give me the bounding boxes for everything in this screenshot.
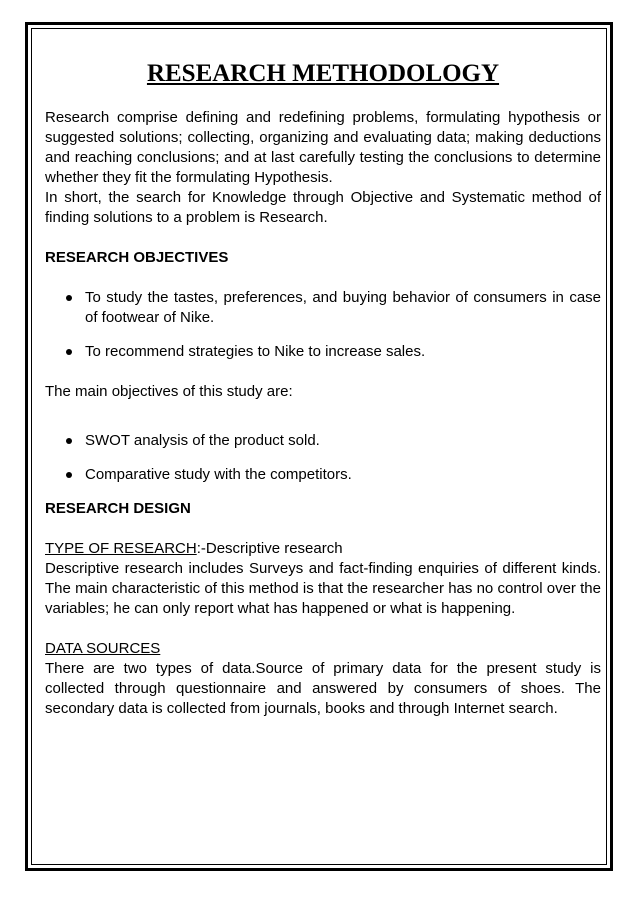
intro-summary-paragraph: In short, the search for Knowledge through Objective and Systematic method of finding solutions to a problem is Research.: [45, 189, 601, 226]
data-sources-line: [45, 639, 601, 659]
list-item: [45, 288, 601, 328]
design-heading: RESEARCH DESIGN: [45, 500, 191, 517]
data-sources-paragraph: There are two types of data.Source of primary data for the present study is collected through questionnaire and answered by consumers of shoes. The secondary data is collected from journals, books and through Internet search.: [45, 660, 601, 717]
list-item-text: To recommend strategies to Nike to increase sales.: [85, 343, 426, 360]
type-of-research-value: :-Descriptive research: [196, 540, 343, 557]
page-title: RESEARCH METHODOLOGY: [146, 60, 500, 87]
list-item: [45, 465, 601, 485]
type-of-research-line: [45, 539, 601, 559]
objectives-heading: RESEARCH OBJECTIVES: [45, 249, 229, 266]
list-item-text: Comparative study with the competitors.: [85, 466, 352, 483]
intro-paragraph: Research comprise defining and redefining problems, formulating hypothesis or suggested solutions; collecting, organizing and evaluating data; making deductions and reaching conclusions; and at last carefully testing the conclusions to determine whether they fit the formulating Hypothesis.: [45, 109, 601, 186]
bullet-icon: [66, 472, 72, 478]
bullet-icon: [66, 349, 72, 355]
main-objectives-list: [45, 431, 601, 485]
list-item-text: SWOT analysis of the product sold.: [85, 432, 320, 449]
list-item: [45, 431, 601, 451]
bullet-icon: [66, 295, 72, 301]
type-of-research-paragraph: Descriptive research includes Surveys and fact-finding enquiries of different kinds. The main characteristic of this method is that the researcher has no control over the variables; he can only report what has happened or what is happening.: [45, 560, 601, 617]
bullet-icon: [66, 438, 72, 444]
list-item: [45, 342, 601, 362]
type-of-research-label: TYPE OF RESEARCH: [45, 540, 197, 557]
main-objectives-intro: The main objectives of this study are:: [45, 383, 293, 400]
list-item-text: To study the tastes, preferences, and buying behavior of consumers in case of footwear of Nike.: [85, 289, 601, 326]
data-sources-label: DATA SOURCES: [45, 640, 161, 657]
objectives-list: [45, 288, 601, 362]
document-body: [45, 58, 601, 719]
